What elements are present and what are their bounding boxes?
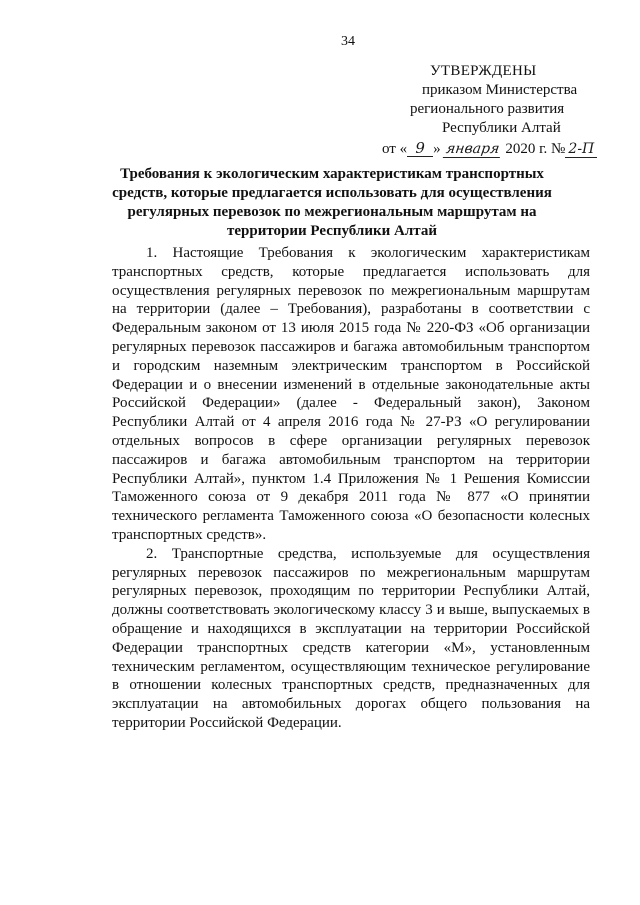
date-year: 2020 г. № — [505, 141, 566, 157]
approval-block — [372, 62, 602, 159]
date-prefix: от « — [382, 141, 408, 157]
approval-heading: УТВЕРЖДЕНЫ — [430, 63, 537, 79]
date-separator: » — [433, 141, 441, 157]
approval-line-3: регионального развития — [410, 101, 565, 117]
handwritten-day: 9 — [407, 140, 433, 157]
approval-date-line — [372, 140, 602, 159]
document-body — [112, 244, 590, 733]
approval-line-4: Республики Алтай — [442, 120, 561, 136]
document-title: Требования к экологическим характеристикам транспортных средств, которые предлагается использовать для осуществления регулярных перевозок по межрегиональным маршрутам на территории Республики Алтай — [112, 166, 552, 239]
approval-line-2: приказом Министерства — [422, 82, 578, 98]
paragraph-2: 2. Транспортные средства, используемые для осуществления регулярных перевозок пассажиров по межрегиональным маршрутам регулярных перевозок, проходящим по территории Республики Алтай, должны соответствовать экологическому классу 3 и выше, выпускаемых в обращение и находящихся в эксплуатации на территории Российской Федерации транспортных средств категории «М», установленным техническим регламентом, осуществляющим техническое регулирование в отношении колесных транспортных средств, предназначенных для эксплуатации на автомобильных дорогах общего пользования на территории Российской Федерации. — [112, 545, 590, 731]
page-number: 34 — [341, 34, 355, 49]
handwritten-month: января — [443, 141, 503, 158]
handwritten-order-number: 2-П — [565, 141, 597, 158]
paragraph-1: 1. Настоящие Требования к экологическим характеристикам транспортных средств, которые предлагается использовать для осуществления регулярных перевозок по межрегиональным маршрутам на территории (далее – Требования), разработаны в соответствии с Федеральным законом от 13 июля 2015 года № 220-ФЗ «Об организации регулярных перевозок пассажиров и багажа автомобильным транспортом и городским наземным электрическим транспортом в Российской Федерации и о внесении изменений в отдельные законодательные акты Российской Федерации» (далее - Федеральный закон), Законом Республики Алтай от 4 апреля 2016 года № 27-РЗ «О регулировании отдельных вопросов в сфере организации регулярных перевозок пассажиров и багажа автомобильным транспортом на территории Республики Алтай», пунктом 1.4 Приложения № 1 Решения Комиссии Таможенного союза от 9 декабря 2011 года № 877 «О принятии технического регламента Таможенного союза «О безопасности колесных транспортных средств». — [112, 245, 590, 543]
